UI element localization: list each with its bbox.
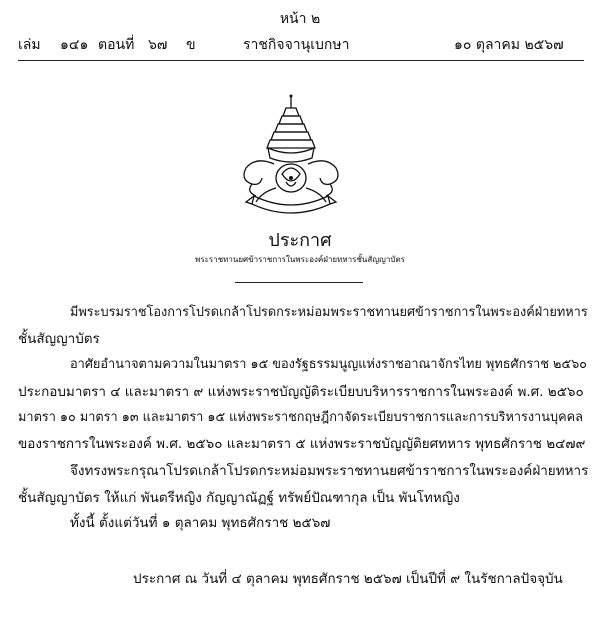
closing-line: ประกาศ ณ วันที่ ๔ ตุลาคม พุทธศักราช ๒๕๖๗ เป็นปีที่ ๙ ในรัชกาลปัจจุบัน [133, 571, 563, 587]
part-label: ตอนที่ [98, 37, 135, 53]
publication-name: ราชกิจจานุเบกษา [243, 37, 350, 53]
royal-cipher-emblem-icon [216, 92, 366, 222]
body-line: ของราชการในพระองค์ พ.ศ. ๒๕๖๐ และมาตรา ๕ แห่งพระราชบัญญัติยศทหาร พุทธศักราช ๒๔๗๙ [18, 436, 586, 452]
body-line: มาตรา ๑๐ มาตรา ๑๓ และมาตรา ๑๕ แห่งพระราชกฤษฎีกาจัดระเบียบราชการและการบริหารงานบุคคล [18, 410, 583, 425]
part-number: ๖๗ [148, 37, 168, 53]
title-divider [235, 282, 363, 283]
body-line: มีพระบรมราชโองการโปรดเกล้าโปรดกระหม่อมพระราชทานยศข้าราชการในพระองค์ฝ่ายทหาร [70, 305, 588, 320]
body-line: ชั้นสัญญาบัตร ให้แก่ พันตรีหญิง กัญญาณัฏฐ์ ทรัพย์ปัณฑากุล เป็น พันโทหญิง [18, 490, 460, 506]
body-line: ประกอบมาตรา ๔ และมาตรา ๙ แห่งพระราชบัญญัติระเบียบบริหารราชการในพระองค์ พ.ศ. ๒๕๖๐ [18, 384, 584, 400]
volume-label: เล่ม [18, 37, 41, 53]
body-line: อาศัยอำนาจตามความในมาตรา ๑๕ ของรัฐธรรมนูญแห่งราชอาณาจักรไทย พุทธศักราช ๒๕๖๐ [70, 357, 587, 372]
header-date: ๑๐ ตุลาคม ๒๕๖๗ [454, 37, 564, 53]
page-number: หน้า ๒ [279, 11, 321, 27]
body-line: ทั้งนี้ ตั้งแต่วันที่ ๑ ตุลาคม พุทธศักราช ๒๕๖๗ [70, 515, 331, 531]
document-subtitle: พระราชทานยศข้าราชการในพระองค์ฝ่ายทหารชั้นสัญญาบัตร [195, 255, 405, 264]
body-line: ชั้นสัญญาบัตร [18, 331, 100, 347]
section-letter: ข [186, 37, 196, 53]
volume-number: ๑๔๑ [60, 37, 89, 53]
header-rule [18, 60, 584, 61]
document-title: ประกาศ [268, 230, 332, 251]
body-line: จึงทรงพระกรุณาโปรดเกล้าโปรดกระหม่อมพระราชทานยศข้าราชการในพระองค์ฝ่ายทหาร [70, 463, 589, 479]
